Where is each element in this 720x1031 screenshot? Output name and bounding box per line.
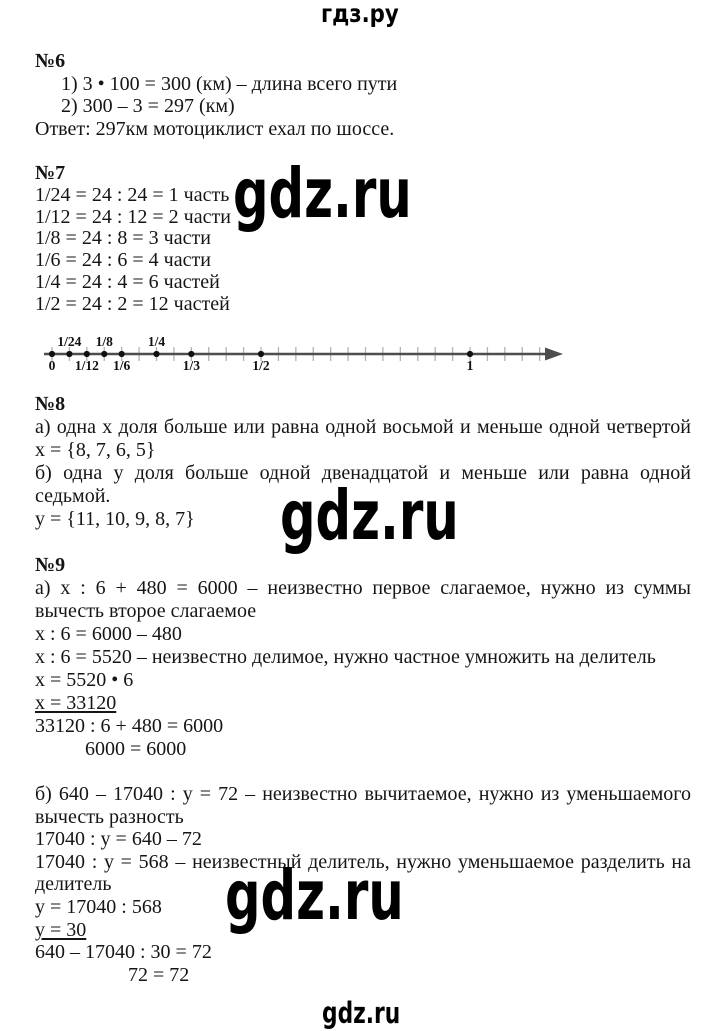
numberline-label: 1 (466, 358, 474, 373)
solution-line: а) одна x доля больше или равна одной восьмой и меньше одной четвертой (35, 416, 691, 438)
watermark-logo: gdz.ru (225, 856, 404, 936)
solution-line: делитель (35, 873, 112, 896)
numberline-label: 1/4 (147, 334, 166, 349)
problem-9-number: №9 (35, 554, 66, 576)
arrowhead-icon (545, 348, 563, 361)
solution-line: x : 6 = 5520 – неизвестно делимое, нужно частное умножить на делитель (35, 646, 656, 668)
check-line: 72 = 72 (128, 963, 190, 986)
numberline-point (153, 351, 159, 357)
numberline-point (49, 351, 55, 357)
watermark-logo: gdz.ru (233, 154, 412, 234)
solution-line: 1/6 = 24 : 6 = 4 части (35, 249, 211, 272)
solution-line: вычесть разность (35, 805, 184, 828)
watermark-logo: gdz.ru (280, 476, 459, 556)
problem-7-number: №7 (35, 162, 66, 184)
numberline-point (84, 351, 90, 357)
solution-line: 2) 300 – 3 = 297 (км) (61, 95, 235, 118)
solution-line: вычесть второе слагаемое (35, 600, 257, 622)
numberline-point (101, 351, 107, 357)
numberline-point (258, 351, 264, 357)
site-logo-footer: gdz.ru (322, 996, 401, 1030)
solution-line: 1/4 = 24 : 4 = 6 частей (35, 270, 220, 293)
check-line: 640 – 17040 : 30 = 72 (35, 941, 212, 964)
problem-6 (35, 50, 691, 141)
numberline-point (188, 351, 194, 357)
numberline-label: 1/12 (74, 358, 99, 373)
solution-line: б) одна y доля больше одной двенадцатой и меньше или равна одной (35, 462, 691, 484)
solution-line: x = {8, 7, 6, 5} (35, 439, 156, 461)
numberline-label: 1/2 (252, 358, 270, 373)
number-line-figure (0, 330, 720, 382)
problem-6-number: №6 (35, 50, 66, 72)
solution-line: 17040 : y = 640 – 72 (35, 828, 202, 851)
problem-9-part-a (35, 554, 691, 761)
solution-line: 1) 3 • 100 = 300 (км) – длина всего пути (61, 72, 398, 95)
numberline-label: 1/24 (57, 334, 82, 349)
site-logo-header: гдз.ру (321, 0, 399, 28)
result-line: y = 30 (35, 918, 87, 941)
solution-line: седьмой. (35, 485, 111, 507)
numberline-label: 0 (48, 358, 56, 373)
solution-line: б) 640 – 17040 : y = 72 – неизвестно вычитаемое, нужно из уменьшаемого (35, 783, 691, 805)
solution-line: 1/2 = 24 : 2 = 12 частей (35, 292, 230, 315)
solution-line: 17040 : y = 568 – неизвестный делитель, нужно уменьшаемое разделить на (35, 850, 691, 873)
numberline-label: 1/8 (95, 334, 113, 349)
solution-line: 1/24 = 24 : 24 = 1 часть (35, 183, 230, 206)
numberline-point (119, 351, 125, 357)
result-line: x = 33120 (35, 692, 117, 714)
numberline-label: 1/6 (113, 358, 131, 373)
numberline-point (467, 351, 473, 357)
numberline-label: 1/3 (182, 358, 200, 373)
problem-8-number: №8 (35, 393, 66, 415)
solution-line: 1/8 = 24 : 8 = 3 части (35, 227, 211, 250)
answer-line: Ответ: 297км мотоциклист ехал по шоссе. (35, 118, 395, 141)
numberline-point (66, 351, 72, 357)
solution-line: 1/12 = 24 : 12 = 2 части (35, 205, 231, 228)
solution-line: x : 6 = 6000 – 480 (35, 623, 182, 645)
solution-line: x = 5520 • 6 (35, 669, 134, 691)
solution-line: а) x : 6 + 480 = 6000 – неизвестно первое слагаемое, нужно из суммы (35, 577, 691, 599)
solution-line: y = {11, 10, 9, 8, 7} (35, 508, 195, 530)
solution-line: y = 17040 : 568 (35, 895, 162, 918)
check-line: 6000 = 6000 (85, 738, 187, 760)
check-line: 33120 : 6 + 480 = 6000 (35, 715, 224, 737)
